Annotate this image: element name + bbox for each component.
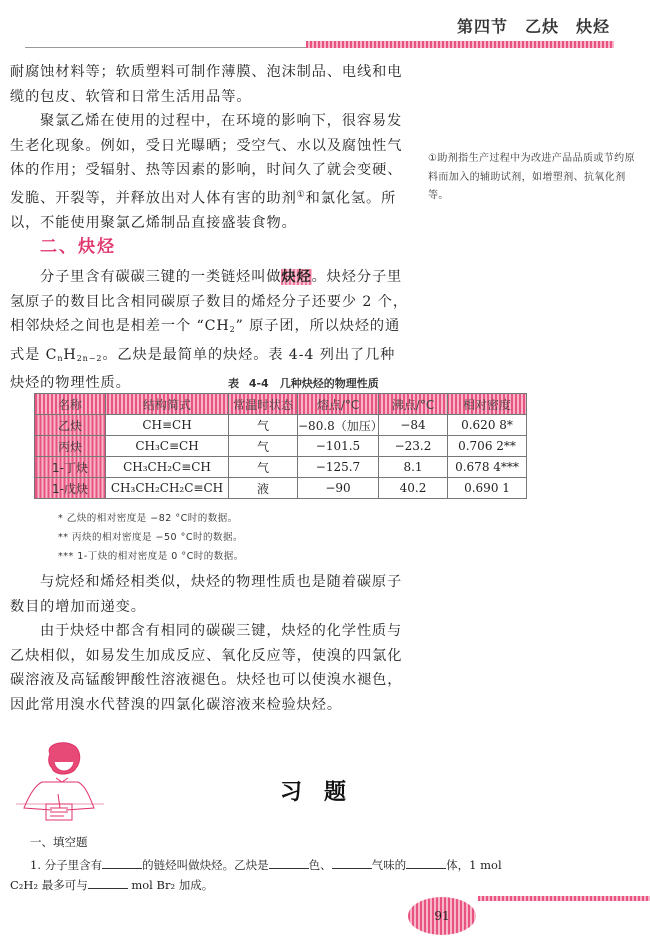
table-footnote: * 乙炔的相对密度是 −82 °C时的数据。	[58, 513, 238, 524]
exercise-question-1: 1. 分子里含有 的链烃叫做炔烃。乙炔是 色、 气味的 体，1 mol	[30, 858, 502, 872]
exercise-question-1-cont: C₂H₂ 最多可与 mol Br₂ 加成。	[10, 878, 214, 892]
footnote-marker: ①	[296, 189, 306, 200]
table-footnote: ** 丙炔的相对密度是 −50 °C时的数据。	[58, 532, 243, 543]
header-rule	[25, 47, 165, 48]
answer-blank[interactable]	[269, 857, 309, 869]
exercises-title: 习 题	[280, 780, 347, 805]
paragraph: 聚氯乙烯在使用的过程中，在环境的影响下，很容易发生老化现象。例如，受日光曝晒；受空气、水以及腐蚀性气体的作用；受辐射、热等因素的影响，时间久了就会变硬、发脆、开裂等，并释放出对人体有害的助剂①和氯化氢。所以，不能使用聚氯乙烯制品直接盛装食物。	[10, 113, 403, 232]
answer-blank[interactable]	[332, 857, 372, 869]
paragraph: 与烷烃和烯烃相类似，炔烃的物理性质也是随着碳原子数目的增加而递变。	[10, 574, 403, 615]
paragraph: 由于炔烃中都含有相同的碳碳三键，炔烃的化学性质与乙炔相似，如易发生加成反应、氧化反应等，使溴的四氯化碳溶液及高锰酸钾酸性溶液褪色。炔烃也可以使溴水褪色，因此常用溴水代替溴的四氯化碳溶液来检验炔烃。	[10, 623, 403, 713]
body-text-top	[10, 60, 410, 236]
paragraph: 耐腐蚀材料等；软质塑料可制作薄膜、泡沫制品、电线和电缆的包皮、软管和日常生活用品等。	[10, 64, 403, 105]
table-row: 丙炔 CH₃C≡CH 气 −101.5 −23.2 0.706 2**	[35, 436, 527, 457]
answer-blank[interactable]	[406, 857, 446, 869]
side-note: ①助剂指生产过程中为改进产品品质或节约原料而加入的辅助试剂，如增塑剂、抗氧化剂等。	[428, 153, 635, 201]
paragraph: 分子里含有碳碳三键的一类链烃叫做炔烃。炔烃分子里氢原子的数目比含相同碳原子数目的烯烃分子还要少 2 个，相邻炔烃之间也是相差一个 “$CH_2$” 原子团，所以炔烃的通式是 $C_nH_{2n-2}$。乙炔是最简单的炔烃。表 4-4 列出了几种炔烃的物理性质。	[10, 269, 408, 392]
table-row: 1-戊炔 CH₃CH₂CH₂C≡CH 液 −90 40.2 0.690 1	[35, 478, 527, 499]
section-heading: 二、炔烃	[40, 237, 116, 257]
highlighted-term: 炔烃	[281, 269, 312, 285]
table-row: 1-丁炔 CH₃CH₂C≡CH 气 −125.7 8.1 0.678 4***	[35, 457, 527, 478]
header-stripe	[306, 41, 614, 48]
answer-blank[interactable]	[88, 877, 128, 889]
table-footnote: *** 1-丁炔的相对密度是 0 °C时的数据。	[58, 551, 244, 562]
properties-table	[34, 393, 527, 499]
body-text-bottom	[10, 570, 410, 718]
exercise-section-label: 一、填空题	[30, 835, 88, 849]
header-title: 第四节 乙炔 炔烃	[456, 17, 610, 36]
answer-blank[interactable]	[102, 857, 142, 869]
student-writing-illustration	[12, 738, 107, 826]
table-header-row: 名称 结构简式 常温时状态 熔点/°C 沸点/°C 相对密度	[35, 394, 527, 415]
footer-stripe	[478, 896, 650, 901]
page-number-badge	[408, 897, 476, 935]
table-row: 乙炔 CH≡CH 气 −80.8（加压） −84 0.620 8*	[35, 415, 527, 436]
header-rule	[165, 47, 306, 48]
table-caption: 表 4-4 几种炔烃的物理性质	[228, 377, 379, 390]
page-number: 91	[434, 909, 450, 923]
